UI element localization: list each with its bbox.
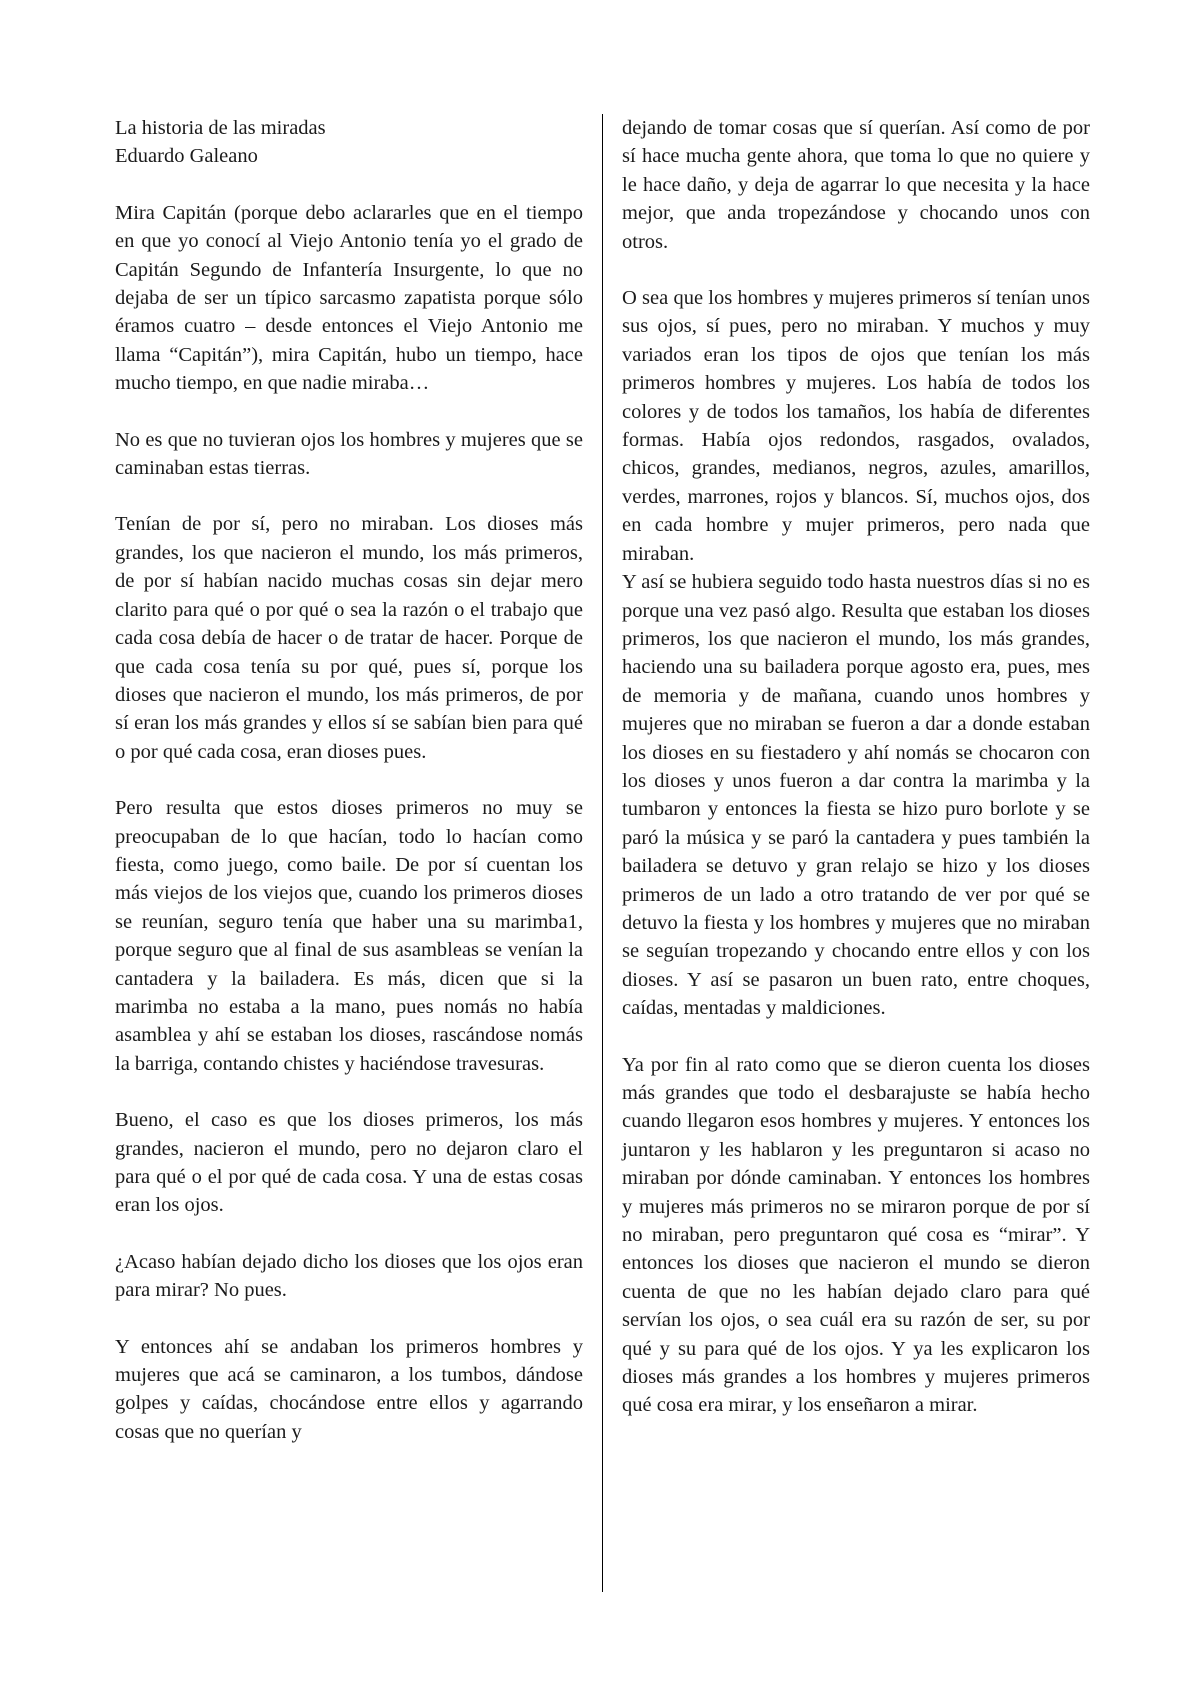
paragraph: Bueno, el caso es que los dioses primeros, los más grandes, nacieron el mundo, pero no dejaron claro el para qué o el por qué de cada cosa. Y una de estas cosas eran los ojos. xyxy=(115,1109,583,1217)
paragraph: Pero resulta que estos dioses primeros no muy se preocupaban de lo que hacían, todo lo hacían como fiesta, como juego, como baile. De por sí cuentan los más viejos de los viejos que, cuando los primeros dioses se reunían, seguro tenía que haber una su marimba1, porque seguro que al final de sus asambleas se venían la cantadera y la bailadera. Es más, dicen que si la marimba no estaba a la mano, pues nomás no había asamblea y ahí se estaban los dioses, rascándose nomás la barriga, contando chistes y haciéndose travesuras. xyxy=(115,797,583,1075)
title-block xyxy=(115,114,583,171)
paragraph: Tenían de por sí, pero no miraban. Los dioses más grandes, los que nacieron el mundo, los más primeros, de por sí habían nacido muchas cosas sin dejar mero clarito para qué o por qué o sea la razón o el trabajo que cada cosa debía de hacer o de tratar de hacer. Porque de que cada cosa tenía su por qué, pues sí, porque los dioses que nacieron el mundo, los más primeros, de por sí eran los más grandes y ellos sí se sabían bien para qué o por qué cada cosa, eran dioses pues. xyxy=(115,513,583,763)
document-title: La historia de las miradas xyxy=(115,117,326,139)
paragraph: dejando de tomar cosas que sí querían. Así como de por sí hace mucha gente ahora, que toma lo que no quiere y le hace daño, y deja de agarrar lo que necesita y la hace mejor, que anda tropezándose y chocando unos con otros. xyxy=(622,117,1090,253)
column-divider xyxy=(602,114,603,1592)
paragraph: Y así se hubiera seguido todo hasta nuestros días si no es porque una vez pasó algo. Resulta que estaban los dioses primeros, los que nacieron el mundo, los más grandes, haciendo una su bailadera porque agosto era, pues, mes de memoria y de mañana, cuando unos hombres y mujeres que no miraban se fueron a dar a donde estaban los dioses en su fiestadero y ahí nomás se chocaron con los dioses y unos fueron a dar contra la marimba y la tumbaron y entonces la fiesta se hizo puro borlote y se paró la música y se paró la cantadera y pues también la bailadera se detuvo y gran relajo se hizo y los dioses primeros de un lado a otro tratando de ver por qué se detuvo la fiesta y los hombres y mujeres que no miraban se seguían tropezando y chocando entre ellos y con los dioses. Y así se pasaron un buen rato, entre choques, caídas, mentadas y maldiciones. xyxy=(622,571,1090,1020)
paragraph: Mira Capitán (porque debo aclararles que en el tiempo en que yo conocí al Viejo Antonio tenía yo el grado de Capitán Segundo de Infantería Insurgente, lo que no dejaba de ser un típico sarcasmo zapatista porque sólo éramos cuatro – desde entonces el Viejo Antonio me llama “Capitán”), mira Capitán, hubo un tiempo, hace mucho tiempo, en que nadie miraba… xyxy=(115,201,583,395)
right-column xyxy=(622,114,1090,1420)
paragraph: O sea que los hombres y mujeres primeros sí tenían unos sus ojos, sí pues, pero no miraban. Y muchos y muy variados eran los tipos de ojos que tenían los más primeros hombres y mujeres. Los había de todos los colores y de todos los tamaños, los había de diferentes formas. Había ojos redondos, rasgados, ovalados, chicos, grandes, medianos, negros, azules, amarillos, verdes, marrones, rojos y blancos. Sí, muchos ojos, dos en cada hombre y mujer primeros, pero nada que miraban. xyxy=(622,287,1090,565)
paragraph: Ya por fin al rato como que se dieron cuenta los dioses más grandes que todo el desbarajuste se había hecho cuando llegaron esos hombres y mujeres. Y entonces los juntaron y les hablaron y les preguntaron si acaso no miraban por dónde caminaban. Y entonces los hombres y mujeres más primeros no se miraron porque de por sí no miraban, pero preguntaron qué cosa es “mirar”. Y entonces los dioses que nacieron el mundo se dieron cuenta de que no les habían dejado claro para qué servían los ojos, o sea cuál era su razón de ser, su por qué y su para qué de los ojos. Y ya les explicaron los dioses más grandes a los hombres y mujeres primeros qué cosa era mirar, y los enseñaron a mirar. xyxy=(622,1053,1090,1417)
document-author: Eduardo Galeano xyxy=(115,145,258,168)
paragraph: No es que no tuvieran ojos los hombres y mujeres que se caminaban estas tierras. xyxy=(115,428,583,480)
paragraph: Y entonces ahí se andaban los primeros hombres y mujeres que acá se caminaron, a los tumbos, dándose golpes y caídas, chocándose entre ellos y agarrando cosas que no querían y xyxy=(115,1335,583,1443)
left-column xyxy=(115,114,583,1446)
paragraph: ¿Acaso habían dejado dicho los dioses que los ojos eran para mirar? No pues. xyxy=(115,1250,583,1302)
